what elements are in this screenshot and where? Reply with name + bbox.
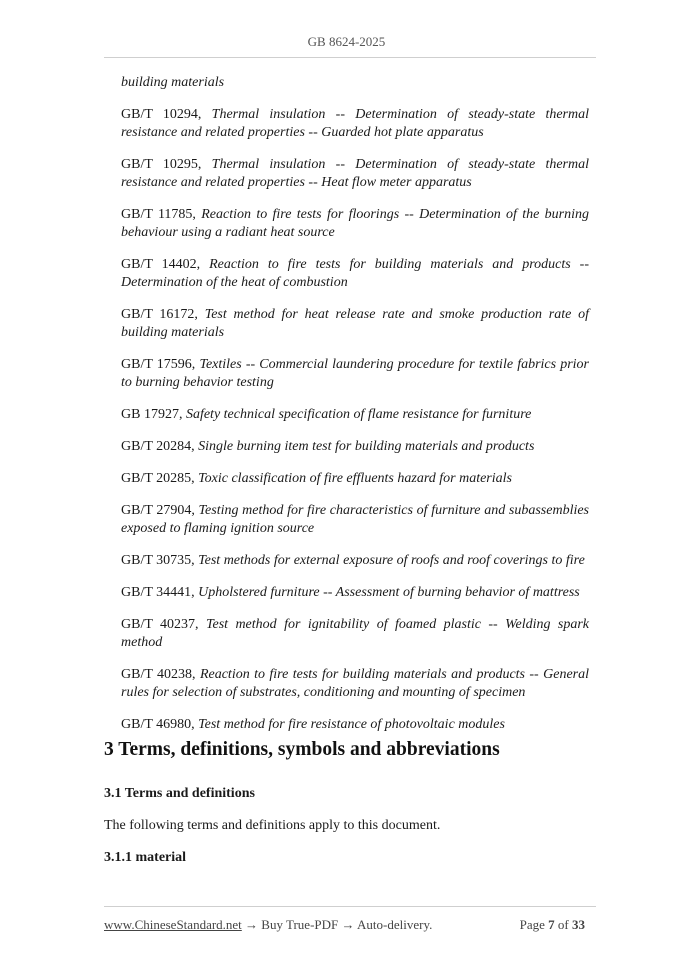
reference-item <box>121 106 589 142</box>
reference-title: Testing method for fire characteristics of furniture and subassemblies exposed to flaming ignition source <box>121 503 590 536</box>
reference-title: Thermal insulation -- Determination of steady-state thermal resistance and related properties -- Heat flow meter apparatus <box>121 157 589 190</box>
footer-divider <box>104 906 596 907</box>
auto-delivery-text: Auto-delivery. <box>357 917 433 932</box>
normative-references-list <box>121 74 589 748</box>
reference-code: GB/T 17596, <box>121 357 196 372</box>
reference-code: GB/T 11785, <box>121 207 196 222</box>
reference-code: GB/T 10294, <box>121 107 202 122</box>
reference-item <box>121 156 589 192</box>
page-number: 7 <box>548 917 555 932</box>
reference-title: Thermal insulation -- Determination of steady-state thermal resistance and related properties -- Guarded hot plate apparatus <box>121 107 589 140</box>
page-header: GB 8624-2025 <box>307 34 386 49</box>
reference-title: Test method for heat release rate and smoke production rate of building materials <box>121 307 589 340</box>
reference-item <box>121 74 589 92</box>
reference-code: GB/T 16172, <box>121 307 198 322</box>
reference-item <box>121 306 589 342</box>
reference-item <box>121 716 589 734</box>
reference-title: Toxic classification of fire effluents hazard for materials <box>198 471 512 486</box>
reference-title: Test method for ignitability of foamed plastic -- Welding spark method <box>121 617 590 650</box>
reference-item <box>121 256 589 292</box>
reference-code: GB/T 40237, <box>121 617 199 632</box>
reference-title: Reaction to fire tests for building materials and products -- General rules for selection of substrates, conditioning and mounting of specimen <box>121 667 590 700</box>
reference-item <box>121 666 589 702</box>
reference-item <box>121 406 589 424</box>
reference-title: Reaction to fire tests for building materials and products -- Determination of the heat of combustion <box>121 257 589 290</box>
reference-title: Upholstered furniture -- Assessment of burning behavior of mattress <box>198 585 580 600</box>
reference-item <box>121 584 589 602</box>
page-total: 33 <box>572 917 585 932</box>
reference-code: GB/T 34441, <box>121 585 195 600</box>
reference-code: GB/T 30735, <box>121 553 195 568</box>
reference-item <box>121 206 589 242</box>
reference-item <box>121 616 589 652</box>
arrow-right-icon: → <box>341 917 355 932</box>
site-link[interactable]: www.ChineseStandard.net <box>104 917 242 932</box>
reference-code: GB/T 14402, <box>121 257 201 272</box>
reference-code: GB/T 20284, <box>121 439 195 454</box>
header-divider <box>104 57 596 58</box>
reference-title: Single burning item test for building materials and products <box>198 439 535 454</box>
reference-code: GB/T 27904, <box>121 503 195 518</box>
buy-pdf-text: Buy True-PDF <box>261 917 339 932</box>
section-heading: 3 Terms, definitions, symbols and abbreviations <box>104 739 500 760</box>
of-label: of <box>557 917 569 932</box>
arrow-right-icon: → <box>245 917 259 932</box>
page-counter <box>520 917 585 933</box>
reference-title: building materials <box>121 75 225 90</box>
reference-code: GB 17927, <box>121 407 183 422</box>
body-paragraph: The following terms and definitions apply to this document. <box>104 818 441 833</box>
term-heading: 3.1.1 material <box>104 850 187 865</box>
reference-code: GB/T 10295, <box>121 157 202 172</box>
reference-code: GB/T 20285, <box>121 471 195 486</box>
reference-title: Safety technical specification of flame resistance for furniture <box>185 407 532 422</box>
subsection-heading: 3.1 Terms and definitions <box>104 786 255 801</box>
reference-item <box>121 552 589 570</box>
footer-links <box>104 917 432 933</box>
reference-code: GB/T 46980, <box>121 717 195 732</box>
reference-code: GB/T 40238, <box>121 667 196 682</box>
reference-item <box>121 502 589 538</box>
reference-title: Reaction to fire tests for floorings -- Determination of the burning behaviour using a radiant heat source <box>121 207 589 240</box>
reference-item <box>121 438 589 456</box>
reference-title: Test method for fire resistance of photovoltaic modules <box>198 717 505 732</box>
reference-item <box>121 470 589 488</box>
reference-item <box>121 356 589 392</box>
reference-title: Textiles -- Commercial laundering procedure for textile fabrics prior to burning behavior testing <box>121 357 590 390</box>
page-label: Page <box>519 917 545 932</box>
reference-title: Test methods for external exposure of roofs and roof coverings to fire <box>198 553 585 568</box>
